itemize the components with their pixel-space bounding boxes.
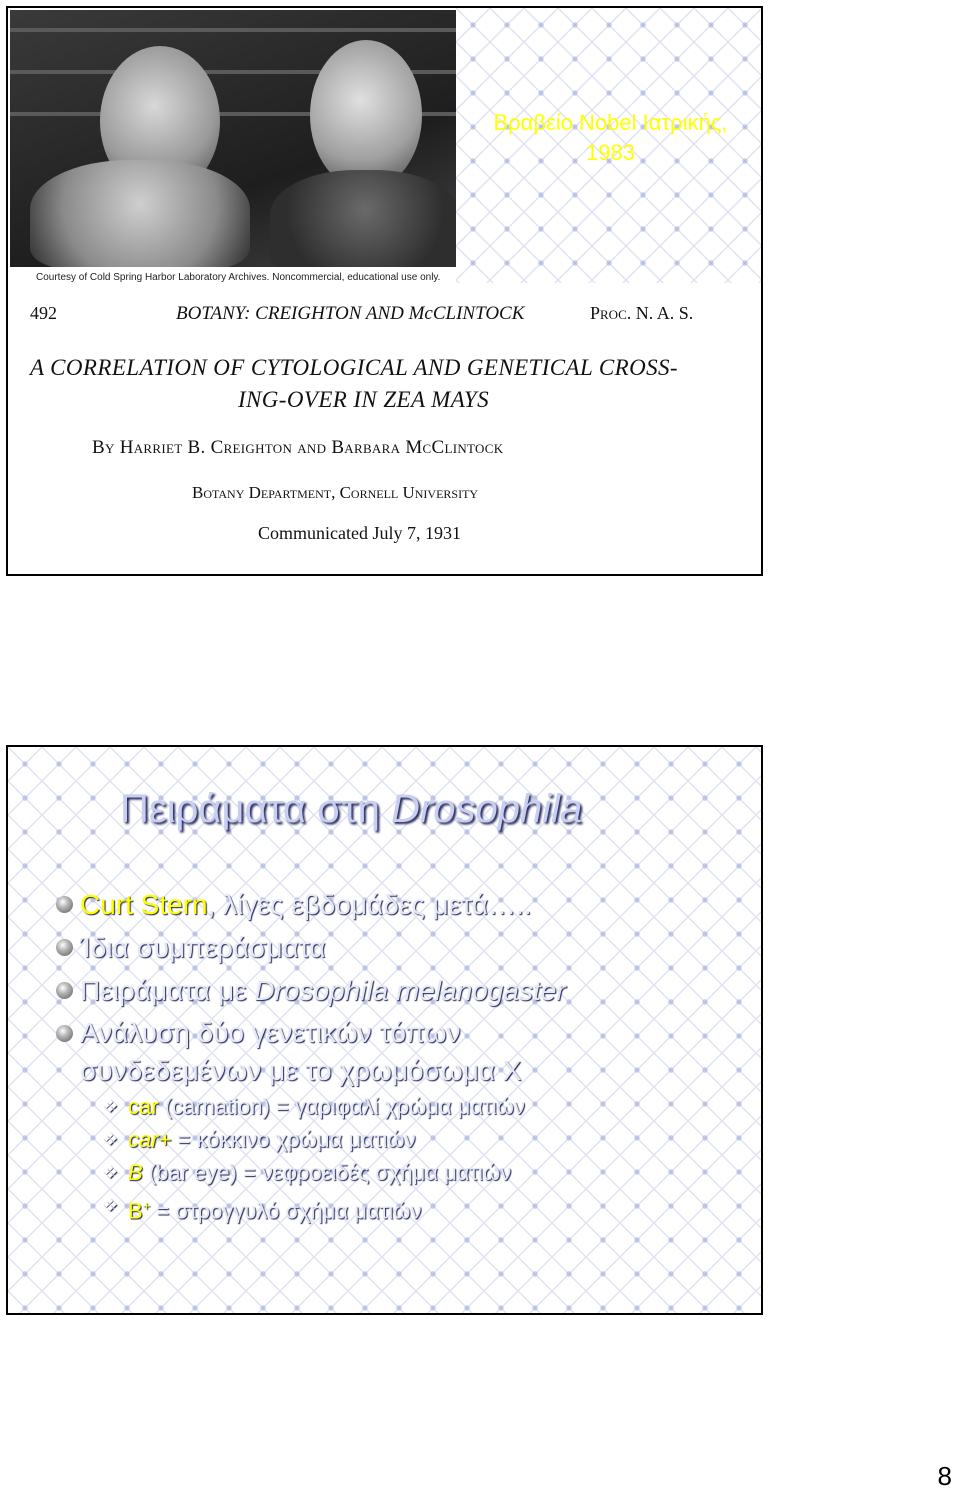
bullet-dot-icon bbox=[56, 982, 73, 999]
diamond-bullet-icon: ❖ bbox=[102, 1195, 119, 1215]
diamond-bullet-icon: ❖ bbox=[102, 1096, 119, 1116]
slide-2 bbox=[6, 745, 763, 1315]
bullet-text: , λίγες εβδομάδες μετά….. bbox=[207, 889, 532, 920]
bullet-list bbox=[56, 883, 741, 1227]
person-left-body bbox=[30, 160, 250, 270]
bullet-text: Πειράματα με bbox=[80, 975, 247, 1006]
paper-header bbox=[8, 283, 763, 576]
bullet-item bbox=[56, 926, 741, 969]
photo-credit: Courtesy of Cold Spring Harbor Laboratory Archives. Noncommercial, educational use only. bbox=[10, 267, 456, 289]
sub-bullet-text: (bar eye) = νεφροειδές σχήμα ματιών bbox=[148, 1160, 512, 1185]
historical-photo bbox=[10, 10, 456, 289]
sub-bullet-text: = κόκκινο χρώμα ματιών bbox=[177, 1127, 416, 1152]
page-number: 8 bbox=[937, 1461, 952, 1491]
sub-bullet-item bbox=[56, 1189, 741, 1227]
slide-title-italic: Drosophila bbox=[391, 787, 583, 831]
bullet-dot-icon bbox=[56, 896, 73, 913]
sub-bullet-key: car+ bbox=[128, 1127, 172, 1152]
sub-bullet-key: B bbox=[128, 1160, 143, 1185]
paper-title-line-1: A CORRELATION OF CYTOLOGICAL AND GENETICAL CROSS- bbox=[30, 355, 678, 380]
slide-1 bbox=[6, 6, 763, 576]
sub-bullet-item bbox=[56, 1090, 741, 1123]
sub-bullet-item bbox=[56, 1156, 741, 1189]
slide-title bbox=[120, 787, 582, 832]
award-line-2: 1983 bbox=[586, 140, 635, 165]
bullet-item bbox=[56, 1012, 741, 1090]
paper-department: Botany Department, Cornell University bbox=[192, 483, 479, 502]
bullet-item bbox=[56, 969, 741, 1012]
bullet-dot-icon bbox=[56, 1025, 73, 1042]
paper-proceedings: Proc. N. A. S. bbox=[590, 303, 694, 323]
award-panel bbox=[456, 8, 763, 283]
sub-bullet-superscript: + bbox=[142, 1198, 151, 1213]
bullet-text-line-2: συνδεδεμένων με το χρωμόσωμα Χ bbox=[80, 1055, 522, 1086]
paper-title-line-2: ING-OVER IN ZEA MAYS bbox=[238, 387, 489, 412]
diamond-bullet-icon: ❖ bbox=[102, 1129, 119, 1149]
bullet-item bbox=[56, 883, 741, 926]
bullet-dot-icon bbox=[56, 939, 73, 956]
sub-bullet-text: (carnation) = γαριφαλί χρώμα ματιών bbox=[164, 1094, 525, 1119]
diamond-bullet-icon: ❖ bbox=[102, 1162, 119, 1182]
paper-authors: By Harriet B. Creighton and Barbara McClintock bbox=[92, 437, 504, 458]
paper-journal-header: BOTANY: CREIGHTON AND McCLINTOCK bbox=[176, 303, 525, 324]
sub-bullet-text: = στρογγυλό σχήμα ματιών bbox=[156, 1198, 422, 1224]
sub-bullet-key: B bbox=[128, 1198, 143, 1224]
paper-communicated: Communicated July 7, 1931 bbox=[258, 523, 461, 543]
person-right-body bbox=[270, 170, 456, 270]
bullet-text-italic: Drosophila melanogaster bbox=[254, 975, 566, 1006]
bullet-text-line-1: Ανάλυση δύο γενετικών τόπων bbox=[80, 1017, 461, 1048]
bullet-text: Ίδια συμπεράσματα bbox=[80, 932, 326, 963]
paper-page-number: 492 bbox=[30, 303, 57, 323]
award-line-1: Βραβείο Nobel Ιατρικής, bbox=[493, 110, 728, 135]
sub-bullet-item bbox=[56, 1123, 741, 1156]
sub-bullet-key: car bbox=[128, 1094, 159, 1119]
award-caption bbox=[456, 108, 763, 168]
photo-background-plank bbox=[10, 28, 456, 32]
slide-title-plain: Πειράματα στη bbox=[120, 787, 380, 831]
bullet-highlight: Curt Stern bbox=[80, 889, 208, 920]
person-right bbox=[310, 40, 422, 190]
